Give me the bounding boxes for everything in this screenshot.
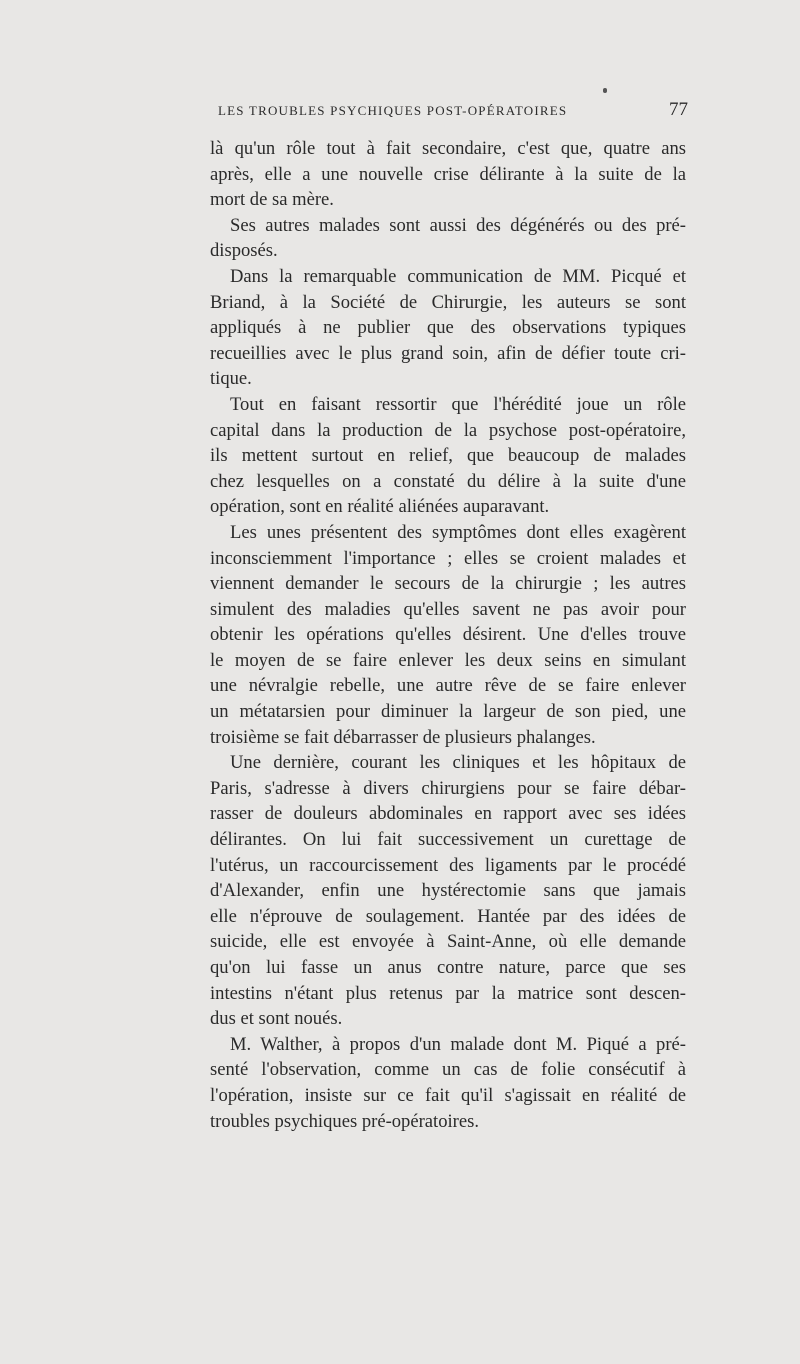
- text-line: dus et sont noués.: [210, 1008, 343, 1030]
- text-line: Tout en faisant ressortir que l'hérédité joue un rôle: [230, 393, 686, 415]
- text-line: chez lesquelles on a constaté du délire à la suite d'une: [210, 470, 686, 492]
- text-line: Une dernière, courant les cliniques et les hôpitaux de: [230, 752, 686, 774]
- text-line: rasser de douleurs abdominales en rapport avec ses idées: [210, 803, 686, 825]
- text-line: opération, sont en réalité aliénées auparavant.: [210, 496, 550, 518]
- text-line: intestins n'étant plus retenus par la matrice sont descen-: [210, 982, 686, 1004]
- text-line: un métatarsien pour diminuer la largeur de son pied, une: [210, 701, 686, 723]
- text-line: tique.: [210, 368, 252, 390]
- text-line: mort de sa mère.: [210, 189, 334, 211]
- text-line: elle n'éprouve de soulagement. Hantée par des idées de: [210, 905, 686, 927]
- text-line: Paris, s'adresse à divers chirurgiens pour se faire débar-: [210, 777, 686, 799]
- ink-dot-mark: [603, 88, 607, 93]
- text-line: le moyen de se faire enlever les deux seins en simulant: [210, 649, 686, 671]
- text-line: troisième se fait débarrasser de plusieurs phalanges.: [210, 726, 596, 748]
- text-line: l'opération, insiste sur ce fait qu'il s'agissait en réalité de: [210, 1084, 686, 1106]
- text-line: M. Walther, à propos d'un malade dont M. Piqué a pré-: [230, 1033, 686, 1055]
- text-line: suicide, elle est envoyée à Saint-Anne, où elle demande: [210, 931, 686, 953]
- running-title: LES TROUBLES PSYCHIQUES POST-OPÉRATOIRES: [218, 103, 568, 118]
- text-line: Dans la remarquable communication de MM. Picqué et: [230, 265, 686, 287]
- page-number: 77: [669, 99, 688, 120]
- text-line: simulent des maladies qu'elles savent ne pas avoir pour: [210, 598, 686, 620]
- text-line: une névralgie rebelle, une autre rêve de se faire enlever: [210, 675, 686, 697]
- text-line: appliqués à ne publier que des observations typiques: [210, 317, 686, 339]
- text-line: viennent demander le secours de la chirurgie ; les autres: [210, 573, 686, 595]
- text-line: après, elle a une nouvelle crise délirante à la suite de la: [210, 163, 686, 185]
- text-line: troubles psychiques pré-opératoires.: [210, 1110, 480, 1132]
- text-line: l'utérus, un raccourcissement des ligaments par le procédé: [210, 854, 686, 876]
- text-line: Ses autres malades sont aussi des dégénérés ou des pré-: [230, 214, 686, 236]
- text-line: recueillies avec le plus grand soin, afin de défier toute cri-: [210, 342, 686, 364]
- text-line: Briand, à la Société de Chirurgie, les auteurs se sont: [210, 291, 686, 313]
- text-line: obtenir les opérations qu'elles désirent. Une d'elles trouve: [210, 624, 686, 646]
- text-line: senté l'observation, comme un cas de folie consécutif à: [210, 1059, 686, 1081]
- text-line: ils mettent surtout en relief, que beaucoup de malades: [210, 445, 686, 467]
- body-text: [210, 136, 686, 1134]
- text-line: d'Alexander, enfin une hystérectomie sans que jamais: [210, 880, 686, 902]
- text-line: inconsciemment l'importance ; elles se croient malades et: [210, 547, 686, 569]
- text-line: là qu'un rôle tout à fait secondaire, c'est que, quatre ans: [210, 138, 686, 159]
- text-line: disposés.: [210, 240, 278, 262]
- text-line: qu'on lui fasse un anus contre nature, parce que ses: [210, 957, 686, 978]
- text-line: capital dans la production de la psychose post-opératoire,: [210, 419, 686, 441]
- text-line: Les unes présentent des symptômes dont elles exagèrent: [230, 521, 686, 543]
- text-line: délirantes. On lui fait successivement un curettage de: [210, 829, 686, 851]
